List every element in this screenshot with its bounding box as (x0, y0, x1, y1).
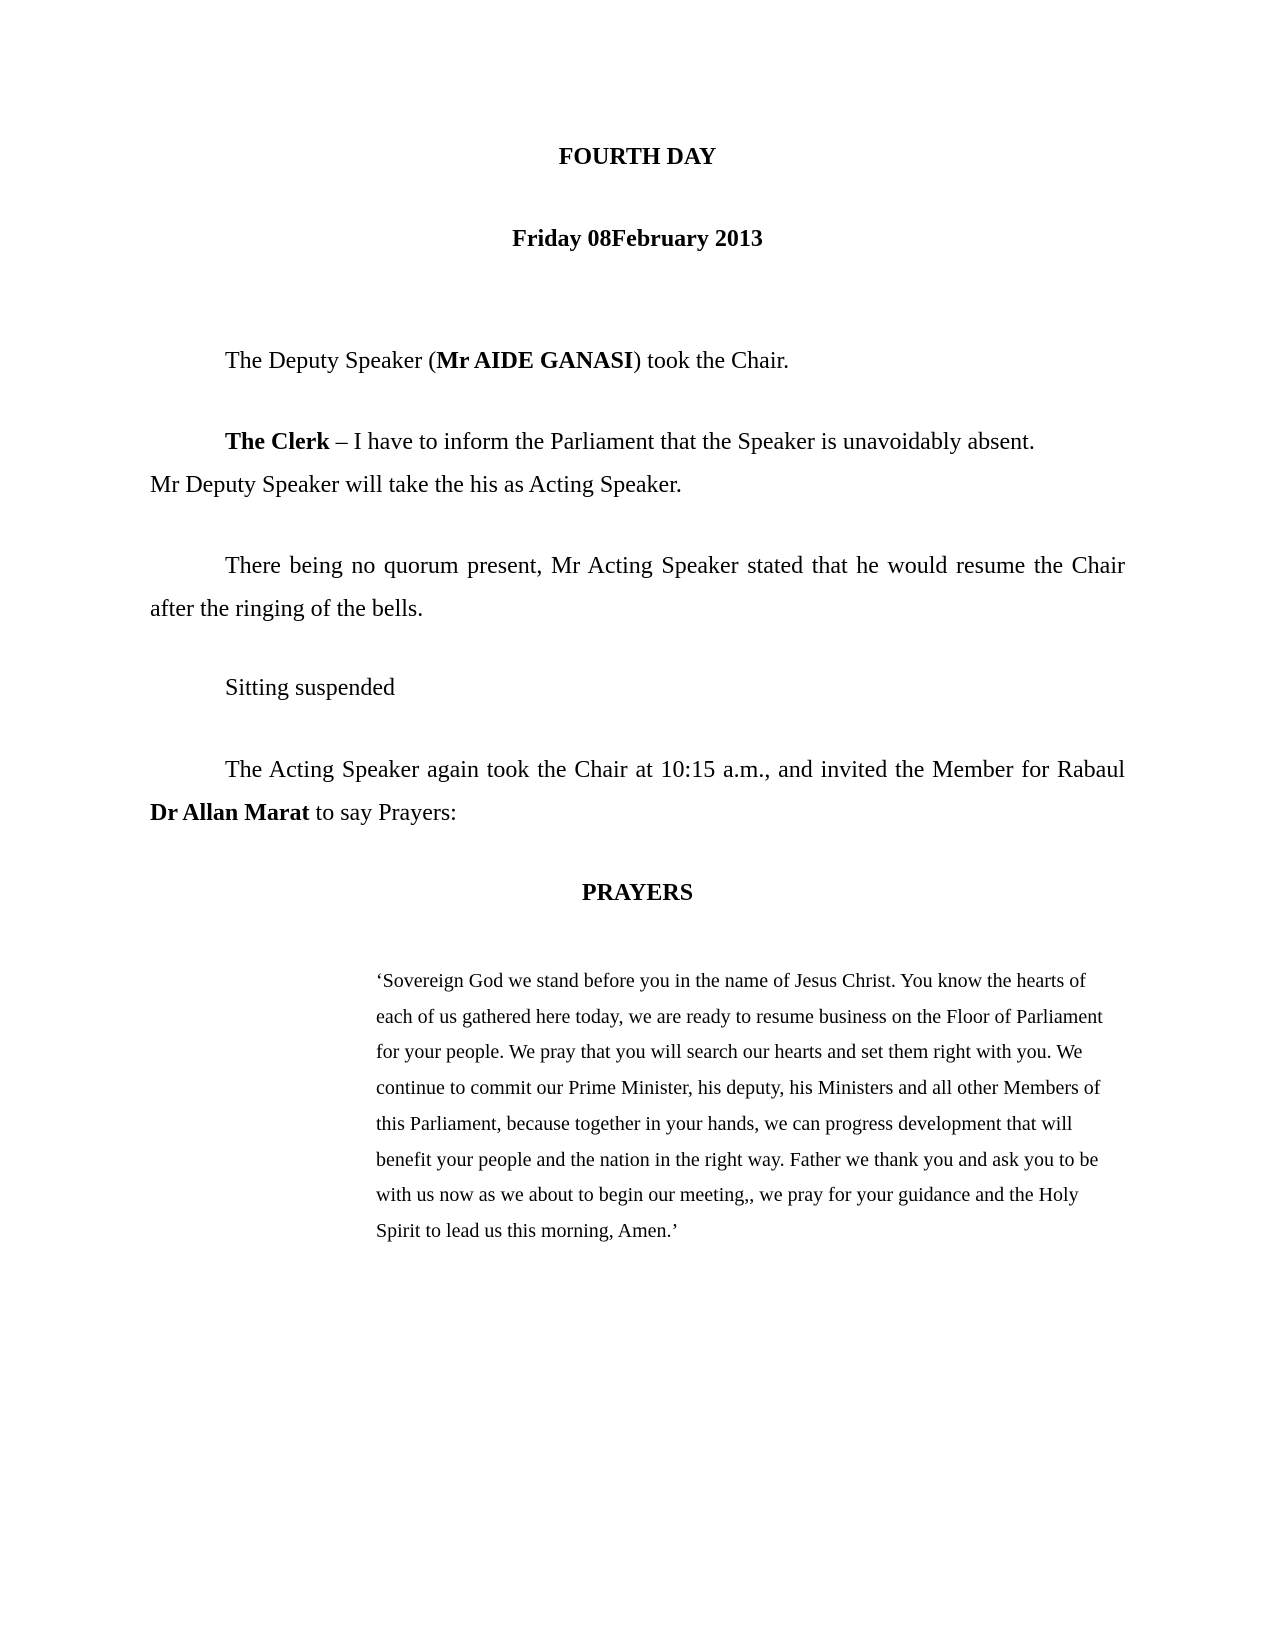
prayers-heading: PRAYERS (581, 880, 694, 906)
resume-statement (150, 749, 1125, 835)
clerk-line-1: – I have to inform the Parliament that the Speaker is unavoidably absent. (329, 429, 1035, 455)
chair-statement (150, 340, 1125, 383)
chair-text-after: ) took the Chair. (633, 348, 790, 374)
sitting-suspended: Sitting suspended (225, 675, 396, 701)
clerk-line-2: Mr Deputy Speaker will take the his as Acting Speaker. (150, 472, 682, 498)
resume-text-before: The Acting Speaker again took the Chair at 10:15 a.m., and invited the Member for Rabaul (225, 757, 1125, 783)
clerk-label: The Clerk (225, 429, 330, 455)
quorum-statement: There being no quorum present, Mr Acting Speaker stated that he would resume the Chair after the ringing of the bells. (150, 553, 1125, 622)
day-title: FOURTH DAY (558, 144, 717, 170)
deputy-speaker-name: Mr AIDE GANASI (436, 348, 634, 374)
member-name: Dr Allan Marat (150, 800, 310, 826)
sitting-date: Friday 08February 2013 (512, 226, 763, 252)
resume-text-after: to say Prayers: (309, 800, 457, 826)
clerk-statement (150, 421, 1125, 507)
prayer-text: ‘Sovereign God we stand before you in the name of Jesus Christ. You know the hearts of each of us gathered here today, we are ready to resume business on the Floor of Parliament for your people. We pray that you will search our hearts and set them right with you. We continue to commit our Prime Minister, his deputy, his Ministers and all other Members of this Parliament, because together in your hands, we can progress development that will benefit your people and the nation in the right way. Father we thank you and ask you to be with us now as we about to begin our meeting,, we pray for your guidance and the Holy Spirit to lead us this morning, Amen.’ (376, 970, 1103, 1242)
chair-text-before: The Deputy Speaker ( (225, 348, 437, 374)
